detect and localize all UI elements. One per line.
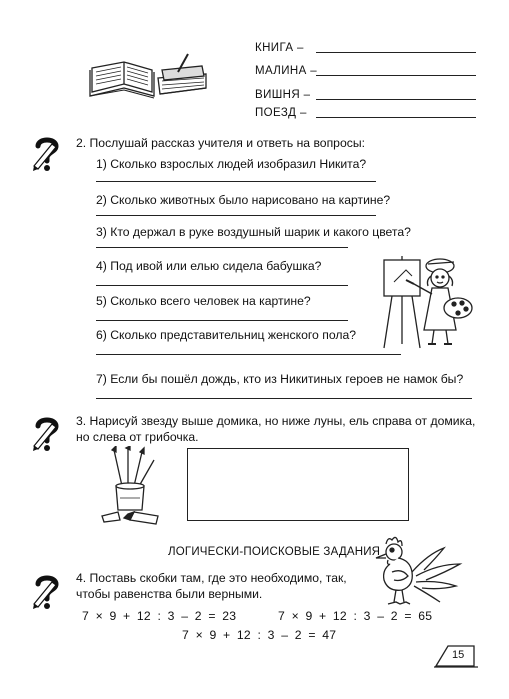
task-4-line1: 4. Поставь скобки там, где это необходимо, так, [76,571,347,585]
task-3-line1: 3. Нарисуй звезду выше домика, но ниже луны, ель справа от домика, [76,414,476,428]
question-text: 2) Сколько животных было нарисовано на картине? [96,193,391,207]
paint-brushes-icon [98,446,164,526]
answer-line[interactable] [316,75,476,76]
word-label: ПОЕЗД – [255,107,307,119]
answer-line[interactable] [316,117,476,118]
question-text: 7) Если бы пошёл дождь, кто из Никитиных героев не намок бы? [96,372,464,386]
answer-line[interactable] [96,398,472,399]
question-pencil-icon [32,574,62,610]
question-text: 5) Сколько всего человек на картине? [96,294,311,308]
answer-line[interactable] [96,181,376,182]
task-4-line2: чтобы равенства были верными. [76,587,263,601]
task-3-line2: но слева от грибочка. [76,430,199,444]
question-text: 1) Сколько взрослых людей изобразил Никита? [96,157,367,171]
answer-line[interactable] [96,247,348,248]
question-pencil-icon [32,416,62,452]
equation[interactable]: 7 × 9 + 12 : 3 – 2 = 23 [82,609,237,623]
answer-line[interactable] [96,354,401,355]
answer-line[interactable] [316,52,476,53]
word-label: МАЛИНА – [255,65,318,77]
page-number-badge [434,642,478,668]
question-text: 4) Под ивой или елью сидела бабушка? [96,259,322,273]
books-icon [88,48,210,104]
equation[interactable]: 7 × 9 + 12 : 3 – 2 = 65 [278,609,433,623]
section-title: ЛОГИЧЕСКИ-ПОИСКОВЫЕ ЗАДАНИЯ [168,546,381,558]
answer-line[interactable] [96,285,348,286]
page-number: 15 [452,649,465,661]
answer-line[interactable] [96,215,376,216]
question-text: 6) Сколько представительниц женского пола? [96,328,357,342]
answer-line[interactable] [96,320,348,321]
drawing-area[interactable] [187,448,409,521]
question-pencil-icon [32,136,62,172]
equation[interactable]: 7 × 9 + 12 : 3 – 2 = 47 [182,628,337,642]
word-label: ВИШНЯ – [255,89,311,101]
girl-painter-icon [378,246,474,350]
question-text: 3) Кто держал в руке воздушный шарик и какого цвета? [96,225,411,239]
answer-line[interactable] [316,99,476,100]
task-2-title: 2. Послушай рассказ учителя и ответь на вопросы: [76,136,365,150]
word-label: КНИГА – [255,42,304,54]
rooster-icon [362,534,474,606]
